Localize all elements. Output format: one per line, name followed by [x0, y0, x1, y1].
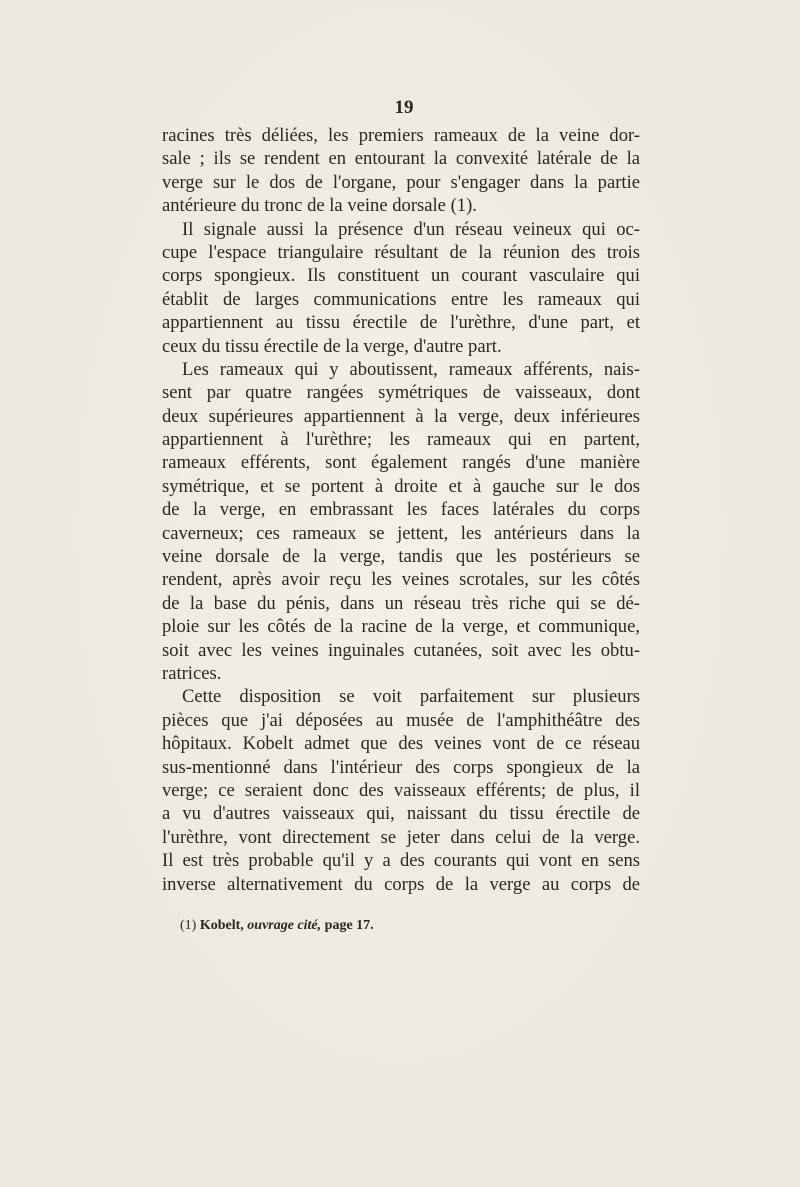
text-line: Il signale aussi la présence d'un réseau veineux qui oc-	[182, 218, 640, 240]
text-line: de la base du pénis, dans un réseau très riche qui se dé-	[162, 592, 640, 614]
text-line: antérieure du tronc de la veine dorsale (1).	[162, 195, 477, 217]
text-line: ploie sur les côtés de la racine de la verge, et communique,	[162, 616, 640, 638]
text-line: deux supérieures appartiennent à la verge, deux inférieures	[162, 405, 640, 427]
text-line: symétrique, et se portent à droite et à gauche sur le dos	[162, 475, 640, 497]
text-line: Il est très probable qu'il y a des courants qui vont en sens	[162, 850, 640, 872]
page-number: 19	[394, 97, 414, 118]
text-line: appartiennent au tissu érectile de l'urèthre, d'une part, et	[162, 312, 640, 334]
body-text	[162, 124, 640, 896]
text-line: a vu d'autres vaisseaux qui, naissant du tissu érectile de	[162, 803, 640, 825]
text-line: cupe l'espace triangulaire résultant de la réunion des trois	[162, 241, 640, 263]
text-line: rameaux efférents, sont également rangés d'une manière	[162, 452, 640, 474]
text-line: l'urèthre, vont directement se jeter dans celui de la verge.	[162, 826, 640, 848]
footnote-marker: (1)	[180, 918, 197, 933]
footnote-author: Kobelt,	[199, 918, 244, 933]
text-line: appartiennent à l'urèthre; les rameaux qui en partent,	[162, 429, 640, 451]
text-line: de la verge, en embrassant les faces latérales du corps	[162, 499, 640, 521]
footnote-page: page 17.	[324, 918, 374, 933]
text-line: soit avec les veines inguinales cutanées, soit avec les obtu-	[162, 639, 640, 661]
text-line: pièces que j'ai déposées au musée de l'amphithéâtre des	[162, 709, 640, 731]
text-line: établit de larges communications entre les rameaux qui	[162, 288, 640, 310]
text-line: sale ; ils se rendent en entourant la convexité latérale de la	[162, 148, 640, 170]
text-line: verge; ce seraient donc des vaisseaux efférents; de plus, il	[162, 779, 640, 801]
text-line: ceux du tissu érectile de la verge, d'autre part.	[162, 335, 502, 357]
text-line: rendent, après avoir reçu les veines scrotales, sur les côtés	[162, 569, 640, 591]
text-line: racines très déliées, les premiers rameaux de la veine dor-	[162, 125, 640, 146]
footnote-work: ouvrage cité,	[247, 918, 322, 933]
text-line: sent par quatre rangées symétriques de vaisseaux, dont	[162, 382, 640, 404]
text-line: Cette disposition se voit parfaitement sur plusieurs	[182, 686, 640, 708]
text-line: corps spongieux. Ils constituent un courant vasculaire qui	[162, 265, 640, 287]
text-line: ratrices.	[162, 662, 222, 684]
text-line: verge sur le dos de l'organe, pour s'engager dans la partie	[162, 171, 640, 193]
text-line: Les rameaux qui y aboutissent, rameaux afférents, nais-	[182, 358, 640, 380]
footnote	[180, 918, 374, 934]
text-line: caverneux; ces rameaux se jettent, les antérieurs dans la	[162, 522, 640, 544]
text-line: inverse alternativement du corps de la verge au corps de	[162, 873, 640, 895]
text-line: sus-mentionné dans l'intérieur des corps spongieux de la	[162, 756, 640, 778]
text-line: veine dorsale de la verge, tandis que les postérieurs se	[162, 546, 640, 568]
text-line: hôpitaux. Kobelt admet que des veines vont de ce réseau	[162, 733, 640, 755]
